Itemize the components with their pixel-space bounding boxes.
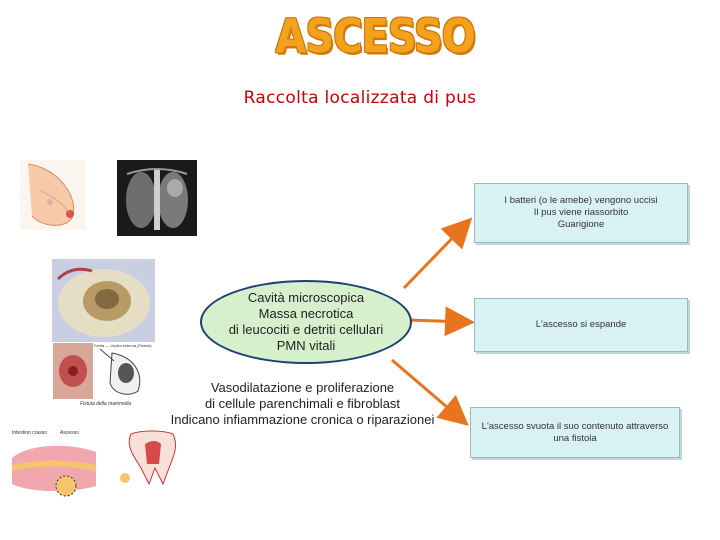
- outcome-line: I batteri (o le amebe) vengono uccisi: [504, 195, 658, 206]
- outcome-line: L'ascesso svuota il suo contenuto attraverso: [481, 420, 669, 432]
- outcome-box-expansion: [474, 298, 688, 352]
- outcome-line: Il pus viene riassorbito: [533, 207, 629, 218]
- outcome-line: una fistola: [553, 432, 597, 444]
- oval-line: PMN vitali: [276, 338, 336, 353]
- oval-line: Cavità microscopica: [247, 290, 365, 305]
- fistula-photo-image: [53, 343, 93, 399]
- outcome-box-fistula: [470, 407, 680, 458]
- chronic-inflammation-text: [150, 380, 455, 428]
- abscess-tissue-image: [52, 259, 155, 342]
- outcome-line: Guarigione: [557, 219, 605, 230]
- tooth-abscess-image: [111, 428, 193, 488]
- outcome-line: L'ascesso si espande: [535, 319, 627, 330]
- abscess-label: Ascesso: [60, 430, 79, 436]
- chest-xray-image: [117, 160, 197, 236]
- bottom-line: Vasodilatazione e proliferazione: [210, 380, 395, 395]
- fistula-caption: Fistula della mammella: [80, 401, 132, 407]
- oval-line: Massa necrotica: [258, 306, 354, 321]
- drawing-label: Ferita — Uscita esterna (Fistola): [94, 343, 152, 348]
- page-subtitle: Raccolta localizzata di pus: [243, 88, 477, 108]
- page-title: ASCESSO: [275, 10, 475, 64]
- fistula-drawing-image: [94, 343, 158, 399]
- bottom-line: Indicano infiammazione cronica o riparazionei: [170, 412, 435, 427]
- outcome-box-healing: [474, 183, 688, 243]
- intestine-abscess-image: [8, 428, 100, 502]
- breast-anatomy-image: [20, 160, 86, 230]
- oval-line: di leucociti e detriti cellulari: [228, 322, 384, 337]
- arrow-to-expansion: [408, 320, 466, 322]
- intestine-label: Intestino crasso: [12, 430, 48, 436]
- bottom-line: di cellule parenchimali e fibroblast: [204, 396, 401, 411]
- arrow-to-healing: [404, 224, 466, 288]
- abscess-cavity-oval: [200, 280, 412, 364]
